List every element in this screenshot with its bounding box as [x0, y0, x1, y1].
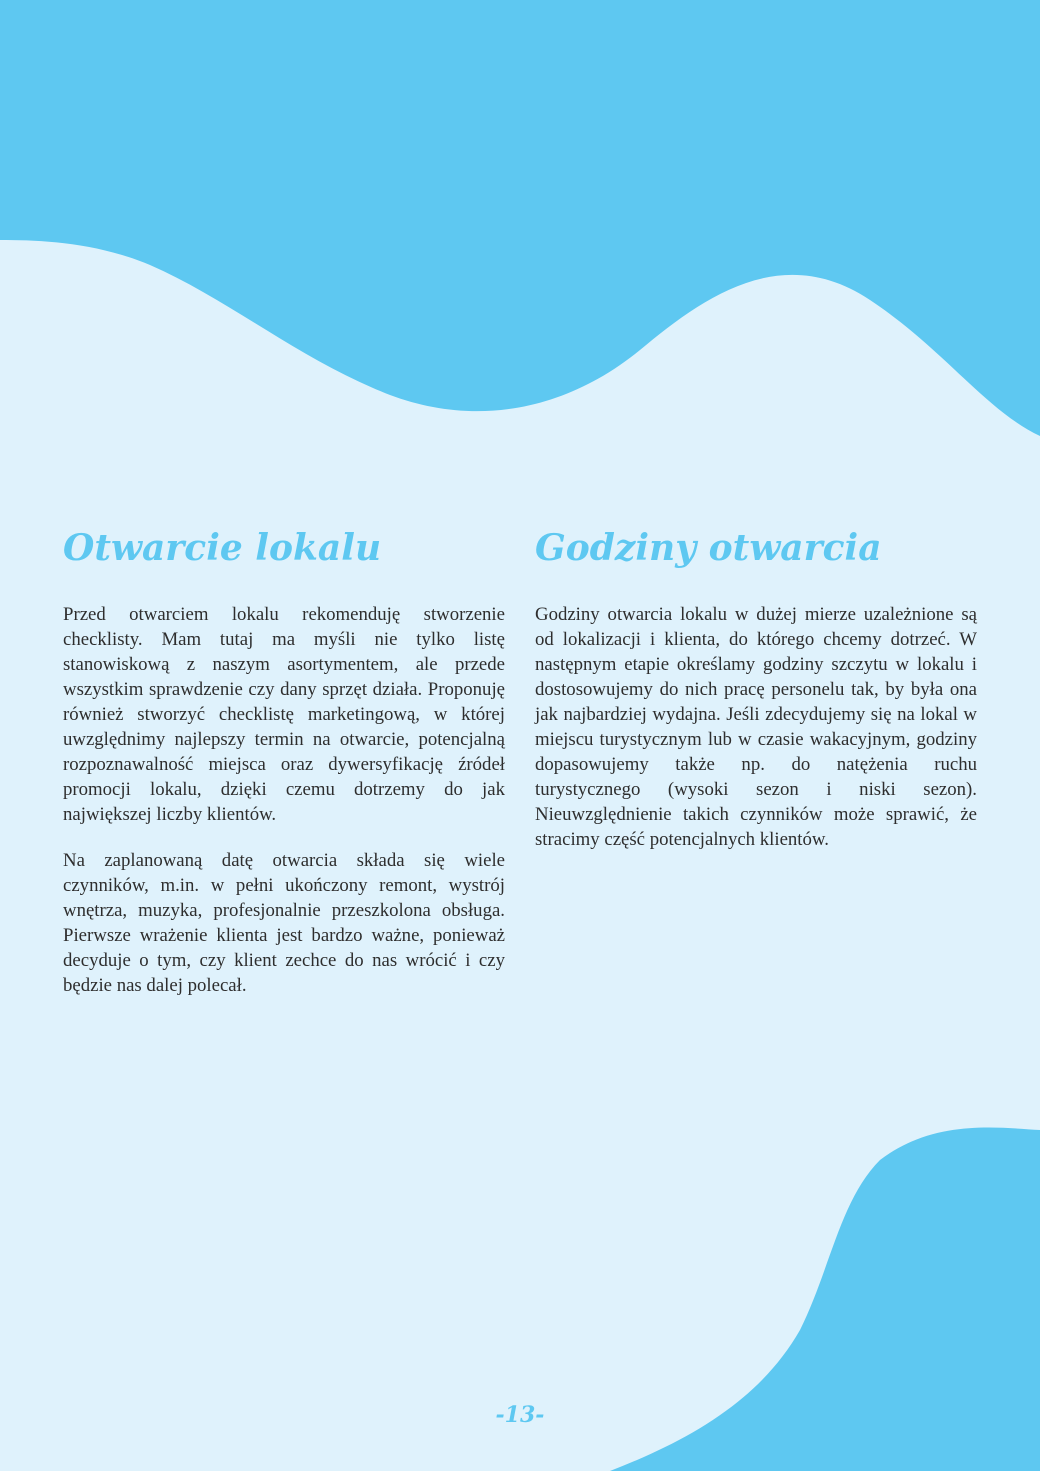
section-opening-hours: [535, 520, 977, 873]
paragraph: Przed otwarciem lokalu rekomenduję stworzenie checklisty. Mam tutaj ma myśli nie tylko listę stanowiskową z naszym asortymentem, ale przede wszystkim sprawdzenie czy dany sprzęt działa. Proponuję również stworzyć checklistę marketingową, w której uwzględnimy najlepszy termin na otwarcie, potencjalną rozpoznawalność miejsca oraz dywersyfikację źródeł promocji lokalu, dzięki czemu dotrzemy do jak największej liczby klientów.: [63, 604, 505, 825]
top-wave-shape: [0, 0, 1040, 436]
page-number: -13-: [495, 1402, 545, 1428]
section-heading-opening-hours: Godziny otwarcia: [535, 527, 882, 569]
section-heading-opening: Otwarcie lokalu: [63, 527, 382, 569]
paragraph: Godziny otwarcia lokalu w dużej mierze uzależnione są od lokalizacji i klienta, do którego chcemy dotrzeć. W następnym etapie określamy godziny szczytu w lokalu i dostosowujemy do nich pracę personelu tak, by była ona jak najbardziej wydajna. Jeśli zdecydujemy się na lokal w miejscu turystycznym lub w czasie wakacyjnym, godziny dopasowujemy także np. do natężenia ruchu turystycznego (wysoki sezon i niski sezon). Nieuwzględnienie takich czynników może sprawić, że stracimy część potencjalnych klientów.: [535, 604, 977, 850]
section-opening: [63, 520, 505, 1019]
paragraph: Na zaplanowaną datę otwarcia składa się wiele czynników, m.in. w pełni ukończony remont, wystrój wnętrza, muzyka, profesjonalnie przeszkolona obsługa. Pierwsze wrażenie klienta jest bardzo ważne, ponieważ decyduje o tym, czy klient zechce do nas wrócić i czy będzie nas dalej polecał.: [63, 850, 505, 996]
